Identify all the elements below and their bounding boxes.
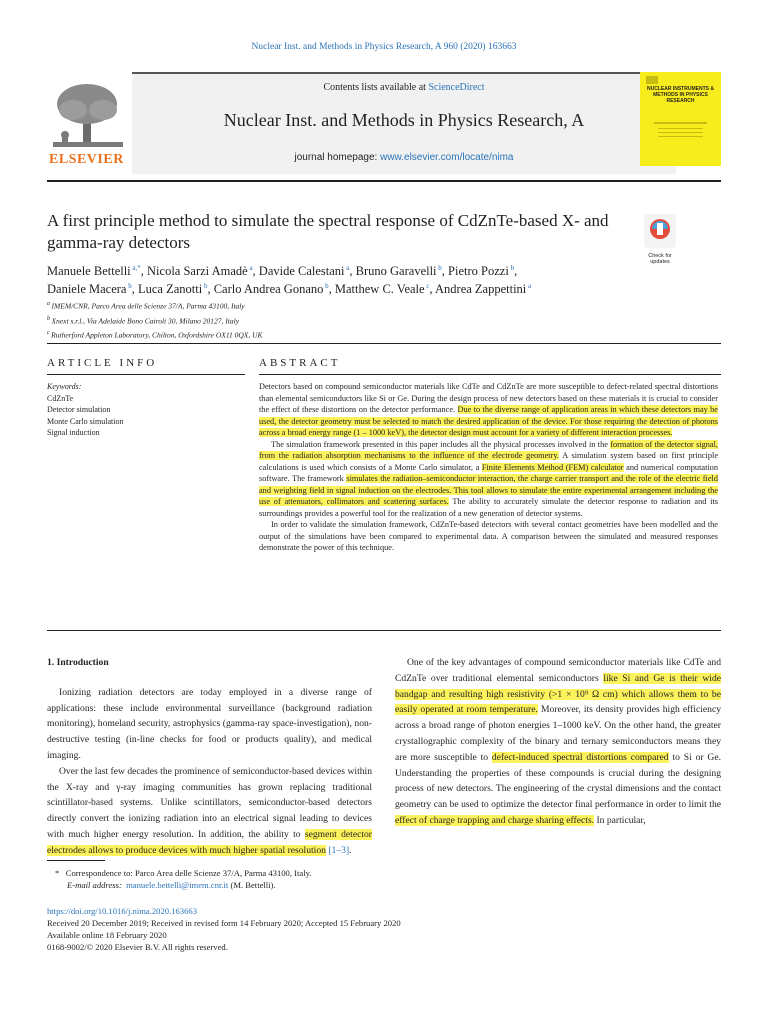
highlighted-text: Due to the diverse range of application areas in which these detectors may be used, the detector geometry must be selected to match the desired application of the device. For those requiring the detection of photons across a broad energy range (1 – 1000 keV), the detector design must account for a variety of different interaction processes. xyxy=(259,405,718,437)
author-affiliation-marker[interactable]: c xyxy=(424,281,430,290)
text-run: The ability to accurately simulate the detector response to radiation and its surroundings provides a powerful tool for the realization of a new generation of detector systems. xyxy=(259,497,718,518)
running-head[interactable]: Nuclear Inst. and Methods in Physics Research, A 960 (2020) 163663 xyxy=(251,42,517,52)
affiliation-item xyxy=(47,298,647,313)
highlighted-text: formation of the detector signal, from the radiation absorption mechanisms to the influence of the electrode geometry. xyxy=(259,439,718,460)
received-dates: Received 20 December 2019; Received in revised form 14 February 2020; Accepted 15 February 2020 xyxy=(47,918,401,928)
author-separator: , xyxy=(131,282,138,296)
check-for-updates-badge[interactable] xyxy=(640,214,680,264)
cover-title: NUCLEAR INSTRUMENTS & METHODS IN PHYSICS RESEARCH xyxy=(647,86,714,104)
author-affiliation-marker[interactable]: a xyxy=(247,263,253,272)
affiliation-key: b xyxy=(47,315,52,322)
text-run: to Si or Ge. Understanding the properties of these compounds is crucial during the designing process of new detectors. The engineering of the crystal dimensions and the contact geometry can be used to optimize the detector final performance in order to limit the xyxy=(395,751,722,811)
author-separator: , xyxy=(140,264,148,278)
highlighted-text: defect-induced spectral distortions compared xyxy=(491,751,669,763)
section-rule xyxy=(47,630,721,631)
correspondence-text: Correspondence to: Parco Area delle Scienze 37/A, Parma 43100, Italy. xyxy=(65,868,312,878)
abstract-paragraph xyxy=(259,439,718,520)
journal-homepage xyxy=(132,152,676,163)
author-affiliation-marker[interactable]: b xyxy=(202,281,208,290)
email-label: E-mail address: xyxy=(67,880,122,890)
sciencedirect-link[interactable]: ScienceDirect xyxy=(428,82,485,93)
author-affiliation-marker[interactable]: b xyxy=(323,281,329,290)
text-run: The simulation framework presented in this paper includes all the physical processes involved in the xyxy=(271,439,611,449)
citation-link[interactable]: [1–3] xyxy=(328,844,350,856)
text-run: Detectors based on compound semiconductor materials like CdTe and CdZnTe are more susceptible to defect-related spectral distortions than elemental semiconductors like Si or Ge. During the design process of new detectors based on these materials it is crucial to consider the effect of these distortions on the detector performance. xyxy=(259,382,718,414)
abstract-body xyxy=(259,381,718,554)
body-paragraph: Ionizing radiation detectors are today employed in a diverse range of applications: these include environmental surveillance (background radiation monitoring), homeland security, astrophysics (gamma-ray space-investigation), non-destructive testing (in-line checks for food or products quality), and medical imaging. xyxy=(47,686,372,761)
body-paragraph-text xyxy=(47,766,372,856)
affiliation-text: Rutherford Appleton Laboratory, Chilton, Oxfordshire OX11 0QX, UK xyxy=(51,330,263,340)
affiliation-text: IMEM/CNR, Parco Area delle Scienze 37/A, Parma 43100, Italy xyxy=(51,301,245,311)
masthead-banner xyxy=(132,72,676,174)
author-affiliation-marker[interactable]: b xyxy=(126,281,132,290)
author-separator: , xyxy=(429,282,435,296)
available-online: Available online 18 February 2020 xyxy=(47,930,167,940)
copyright-line: 0168-9002/© 2020 Elsevier B.V. All rights reserved. xyxy=(47,942,228,952)
author-affiliation-marker[interactable]: a xyxy=(344,263,350,272)
keyword-item: Detector simulation xyxy=(47,405,111,414)
keywords-label: Keywords: xyxy=(47,382,82,391)
abstract-rule xyxy=(259,374,721,375)
highlighted-text: simulates the radiation–semiconductor interaction, the charge carrier transport and the role of the electric field and weighting field in signal induction on the electrodes. This tool allows to simulate the entire experimental arrangement including the use of attenuators, collimators and scattering surfaces. xyxy=(259,474,718,506)
highlighted-text: like Si and Ge is their wide bandgap and resulting high resistivity (>1 × 10⁹ Ω cm) which allows them to be easily operated at room temperature. xyxy=(395,672,721,716)
author-name[interactable]: Carlo Andrea Gonano xyxy=(213,282,324,296)
highlighted-text: effect of charge trapping and charge sharing effects. xyxy=(395,814,595,826)
author-name[interactable]: Manuele Bettelli xyxy=(47,264,131,278)
paragraph-end: . xyxy=(349,844,352,856)
author-name[interactable]: Pietro Pozzi xyxy=(448,264,509,278)
article-info-rule xyxy=(47,374,245,375)
author-name[interactable]: Matthew C. Veale xyxy=(334,282,425,296)
text-run: Over the last few decades the prominence of semiconductor-based devices within the X-ray and γ-ray imaging communities has grown replacing traditional scintillator-based systems. Unlike scintillators, semiconductor-based detectors directly convert the ionizing radiation into an electrical signal leading to devices with much higher energy resolution. In addition, the ability to xyxy=(47,765,372,840)
author-list xyxy=(47,262,727,298)
keywords-block xyxy=(47,381,245,439)
doi-link[interactable]: https://doi.org/10.1016/j.nima.2020.163663 xyxy=(47,906,197,916)
journal-title: Nuclear Inst. and Methods in Physics Research, A xyxy=(223,110,585,130)
author-affiliation-marker[interactable]: b xyxy=(508,263,515,272)
author-affiliation-marker[interactable]: b xyxy=(436,263,442,272)
author-email-link[interactable]: manuele.bettelli@imem.cnr.it xyxy=(126,880,229,890)
author-separator: , xyxy=(328,282,335,296)
journal-cover-thumbnail[interactable] xyxy=(640,72,721,166)
author-separator: , xyxy=(349,264,356,278)
keyword-item: CdZnTe xyxy=(47,393,74,403)
affiliation-key: a xyxy=(47,301,52,307)
cover-emblem-icon xyxy=(646,76,658,84)
author-affiliation-marker[interactable]: a xyxy=(526,281,532,290)
crossmark-icon xyxy=(640,214,680,248)
contents-prefix: Contents lists available at xyxy=(323,82,429,93)
affiliation-list xyxy=(47,298,647,342)
article-title: A first principle method to simulate the spectral response of CdZnTe-based X- and gamma-ray detectors xyxy=(47,211,609,252)
article-info-heading: ARTICLE INFO xyxy=(47,357,158,369)
keyword-item: Signal induction xyxy=(47,428,100,437)
section-rule xyxy=(47,343,721,344)
journal-masthead xyxy=(47,72,721,172)
abstract-paragraph xyxy=(259,381,718,439)
affiliation-item xyxy=(47,313,647,328)
cover-divider xyxy=(658,136,703,137)
author-name[interactable]: Andrea Zappettini xyxy=(435,282,527,296)
author-separator: , xyxy=(252,264,259,278)
keyword-item: Monte Carlo simulation xyxy=(47,416,124,426)
abstract-paragraph: In order to validate the simulation framework, CdZnTe-based detectors with several contact geometries have been modelled and the output of the simulations have been compared to experimental data. A comparison between the simulated and measured responses demonstrate the power of this technique. xyxy=(259,520,718,552)
author-affiliation-marker[interactable]: a,* xyxy=(130,263,141,272)
cover-divider xyxy=(658,132,703,133)
affiliation-key: c xyxy=(47,330,52,336)
cover-divider xyxy=(654,122,707,124)
author-name[interactable]: Nicola Sarzi Amadè xyxy=(147,264,248,278)
author-separator: , xyxy=(207,282,214,296)
section-heading-introduction: 1. Introduction xyxy=(47,657,109,668)
body-paragraph xyxy=(395,655,721,829)
highlighted-text: segment detector electrodes allows to produce devices with much higher spatial resolution xyxy=(47,828,372,856)
contents-line xyxy=(132,82,676,93)
masthead-rule xyxy=(47,180,721,182)
author-separator: , xyxy=(441,264,449,278)
email-suffix: (M. Bettelli). xyxy=(228,880,276,890)
keywords-list xyxy=(47,393,245,439)
right-column xyxy=(395,655,721,829)
cover-divider xyxy=(658,128,703,129)
homepage-link[interactable]: www.elsevier.com/locate/nima xyxy=(380,152,514,163)
text-run: One of the key advantages of compound semiconductor materials like CdTe and CdZnTe over traditional elemental semiconductors xyxy=(395,657,721,684)
footnote-marker: * xyxy=(55,868,60,878)
author-name[interactable]: Luca Zanotti xyxy=(137,282,203,296)
affiliation-text: Xnext s.r.l., Via Adelaide Bono Cairoli 30, Milano 20127, Italy xyxy=(51,316,240,325)
footnote-rule xyxy=(47,860,105,861)
author-name[interactable]: Davide Calestani xyxy=(258,264,345,278)
publisher-wordmark: ELSEVIER xyxy=(49,152,124,167)
left-column xyxy=(47,655,372,859)
publication-info xyxy=(47,905,547,953)
abstract-heading: ABSTRACT xyxy=(259,357,341,369)
author-separator: , xyxy=(514,264,518,278)
highlighted-text: Finite Elements Method (FEM) calculator xyxy=(481,462,624,472)
homepage-prefix: journal homepage: xyxy=(294,152,381,163)
text-run: Moreover, its density provides high efficiency across a broad range of photon energies 1–1000 keV. On the other hand, the greater crystallographic complexity of the binary and ternary semiconductors means they are more susceptible to xyxy=(395,704,721,763)
author-name[interactable]: Daniele Macera xyxy=(47,282,127,296)
author-name[interactable]: Bruno Garavelli xyxy=(355,264,437,278)
text-run: A simulation system based on first principle calculations is used which consists of a Monte Carlo simulator, a xyxy=(259,451,718,472)
affiliation-item xyxy=(47,327,647,342)
body-paragraph xyxy=(47,764,372,859)
text-run: and numerical computation software. The framework xyxy=(259,462,718,483)
text-run: In particular, xyxy=(594,814,646,826)
crossmark-label: Check for updates xyxy=(648,253,672,265)
correspondence-footnote xyxy=(55,867,455,891)
